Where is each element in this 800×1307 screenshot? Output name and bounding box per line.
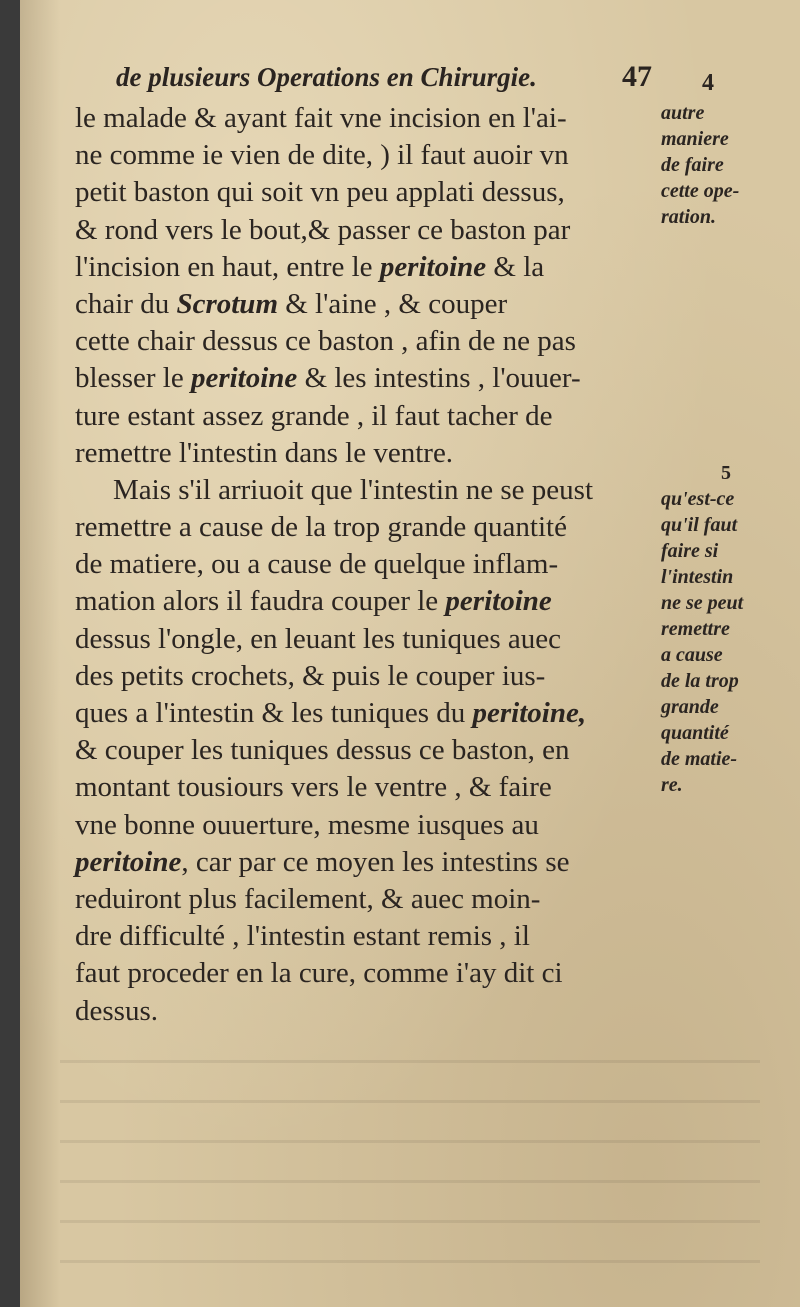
text-line [75,583,675,620]
show-through-text [60,1060,760,1290]
text-segment: ques a l'intestin & les tuniques du [75,697,473,729]
text-segment: mation alors il faudra couper le [75,585,446,618]
text-segment: l'incision en haut, entre le [75,250,380,283]
text-segment: montant tousiours vers le ventre , & faire [75,771,552,804]
margin-note-line: ne se peut [661,592,744,614]
text-segment: & les intestins , l'ouuer- [297,362,581,395]
italic-term: peritoine [75,845,182,878]
text-segment: & rond vers le bout,& passer ce baston par [75,213,571,246]
text-line [75,546,675,583]
text-segment: dre difficulté , l'intestin estant remis , il [75,920,530,953]
text-line [75,435,675,472]
main-text-block [75,100,675,1030]
text-line [75,918,675,955]
margin-note-line: autre [661,102,705,124]
text-segment: & couper les tuniques dessus ce baston, en [75,734,570,767]
margin-note-line: a cause [661,644,723,666]
margin-note-line: maniere [661,128,729,150]
italic-term: peritoine [190,362,298,395]
margin-note-line: qu'est-ce [661,488,735,510]
text-line [75,695,675,732]
margin-note-line: grande [661,696,719,718]
book-page [20,0,800,1307]
text-line [75,100,675,137]
text-segment: chair du [75,287,177,320]
text-segment: Mais s'il arriuoit que l'intestin ne se peust [113,473,594,506]
text-line [75,955,675,992]
text-segment: dessus. [75,994,158,1027]
margin-note-line: ration. [661,206,717,228]
text-segment: ne comme ie vien de dite, ) il faut auoir vn [75,139,569,172]
text-segment: & la [486,250,545,283]
text-segment: remettre a cause de la trop grande quantité [75,511,567,544]
text-line [75,993,675,1030]
text-line [75,844,675,881]
margin-note-number: 4 [702,70,714,96]
text-line [75,323,675,360]
italic-term: peritoine [379,250,487,283]
italic-term: Scrotum [176,287,278,320]
text-segment: , car par ce moyen les intestins se [181,845,570,878]
text-segment: des petits crochets, & puis le couper ius- [75,659,546,692]
text-segment: le malade & ayant fait vne incision en l'ai- [75,102,567,134]
italic-term: peritoine, [472,697,587,729]
margin-note-line: l'intestin [661,566,734,588]
text-segment: vne bonne ouuerture, mesme iusques au [75,808,539,841]
margin-note-2 [661,460,800,798]
text-line [75,174,675,211]
text-segment: ture estant assez grande , il faut tacher de [75,399,553,432]
text-segment: remettre l'intestin dans le ventre. [75,436,454,469]
text-line [75,249,675,286]
margin-note-number: 5 [721,462,731,484]
text-line [75,137,675,174]
text-line [75,881,675,918]
italic-term: peritoine [445,585,552,618]
text-segment: petit baston qui soit vn peu applati dessus, [75,176,565,209]
page-number: 47 [622,60,652,93]
text-line [75,621,675,658]
text-line [75,286,675,323]
text-line [75,212,675,249]
margin-note-line: quantité [661,722,729,744]
text-line [75,398,675,435]
text-line [75,658,675,695]
text-line [75,472,675,509]
margin-note-line: faire si [661,540,719,562]
margin-note-line: de la trop [661,670,739,692]
text-line [75,509,675,546]
margin-note-1 [661,70,800,230]
text-segment: dessus l'ongle, en leuant les tuniques auec [75,622,562,655]
margin-note-line: qu'il faut [661,514,738,536]
running-title: de plusieurs Operations en Chirurgie. [116,62,537,92]
margin-note-line: cette ope- [661,180,740,202]
margin-note-line: remettre [661,618,730,640]
running-head [116,56,716,100]
text-line [75,732,675,769]
text-segment: faut proceder en la cure, comme i'ay dit ci [75,957,563,990]
text-line [75,360,675,397]
text-segment: cette chair dessus ce baston , afin de ne pas [75,325,576,358]
text-segment: blesser le [75,362,191,395]
text-segment: & l'aine , & couper [278,287,508,320]
margin-note-line: de matie- [661,748,738,770]
margin-note-line: re. [661,774,683,796]
text-segment: reduiront plus facilement, & auec moin- [75,882,541,915]
text-segment: de matiere, ou a cause de quelque inflam- [75,548,559,581]
margin-note-line: de faire [661,154,724,176]
text-line [75,769,675,806]
text-line [75,807,675,844]
